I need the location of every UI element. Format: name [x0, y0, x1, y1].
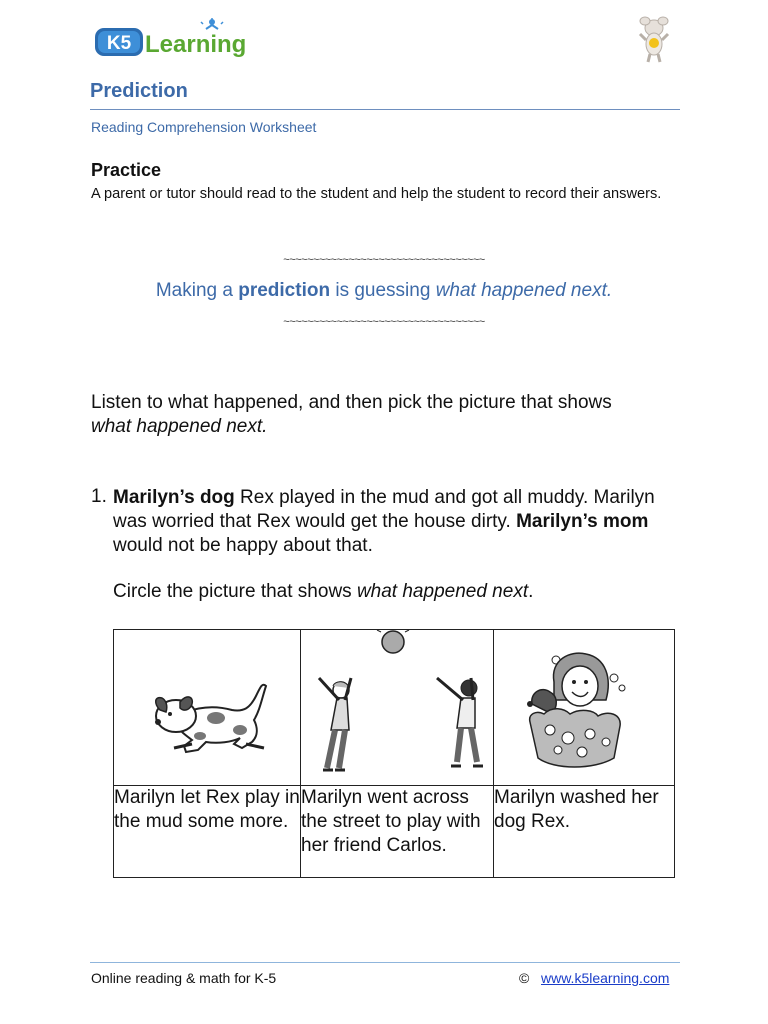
copyright-symbol: ©: [519, 970, 530, 986]
question-bold-mom: Marilyn’s mom: [516, 511, 649, 532]
definition-part2: is guessing: [330, 280, 436, 301]
mascot-icon: [634, 12, 674, 64]
practice-heading: Practice: [91, 160, 162, 180]
running-dog-icon: [114, 630, 300, 785]
circle-italic: what happened next: [356, 581, 529, 602]
circle-text: Circle the picture that shows: [113, 581, 357, 602]
question-number: 1.: [91, 486, 107, 507]
dog-bath-icon: [494, 630, 674, 785]
definition-part1: Making a: [155, 280, 239, 301]
choice-3-caption: Marilyn washed her dog Rex.: [494, 786, 675, 878]
kids-playing-ball-icon: [301, 630, 493, 785]
tilde-divider-bottom: ~~~~~~~~~~~~~~~~~~~~~~~~~~~~~~~~~~: [283, 316, 485, 328]
answer-choices-table: [113, 629, 675, 878]
question-bold-dog: Marilyn’s dog: [113, 487, 235, 508]
choice-2-caption: Marilyn went across the street to play with her friend Carlos.: [301, 786, 494, 878]
footer-divider: [90, 962, 680, 963]
listen-instructions: [91, 391, 691, 439]
choice-1-caption: Marilyn let Rex play in the mud some more.: [114, 786, 301, 878]
question-text: [113, 486, 683, 558]
definition-italic: what happened next.: [435, 280, 613, 301]
choice-2-picture-cell[interactable]: [301, 630, 494, 786]
tilde-divider-top: ~~~~~~~~~~~~~~~~~~~~~~~~~~~~~~~~~~: [283, 254, 485, 266]
svg-text:Learning: Learning: [145, 31, 247, 58]
definition-keyword: prediction: [238, 280, 331, 301]
question-text-part2: would not be happy about that.: [113, 535, 373, 556]
svg-text:K5: K5: [106, 33, 132, 54]
footer-tagline: Online reading & math for K-5: [91, 970, 277, 986]
circle-instruction: [113, 581, 533, 603]
circle-end: .: [528, 581, 534, 602]
listen-italic: what happened next.: [91, 416, 268, 437]
page-title: Prediction: [90, 80, 188, 102]
listen-text: Listen to what happened, and then pick the picture that shows: [91, 392, 612, 413]
title-divider: [90, 109, 680, 110]
practice-instructions: A parent or tutor should read to the student and help the student to record their answers.: [91, 186, 662, 202]
question-text-part1: Rex played in the mud and got all muddy. Marilyn was worried that Rex would get the house dirty.: [113, 487, 655, 532]
k5-learning-logo[interactable]: [93, 18, 258, 62]
footer-link[interactable]: www.k5learning.com: [541, 970, 670, 986]
footer-copyright: [519, 970, 669, 986]
definition-sentence: [0, 280, 768, 302]
choice-1-picture-cell[interactable]: [114, 630, 301, 786]
choice-3-picture-cell[interactable]: [494, 630, 675, 786]
page-subtitle: Reading Comprehension Worksheet: [91, 119, 317, 135]
